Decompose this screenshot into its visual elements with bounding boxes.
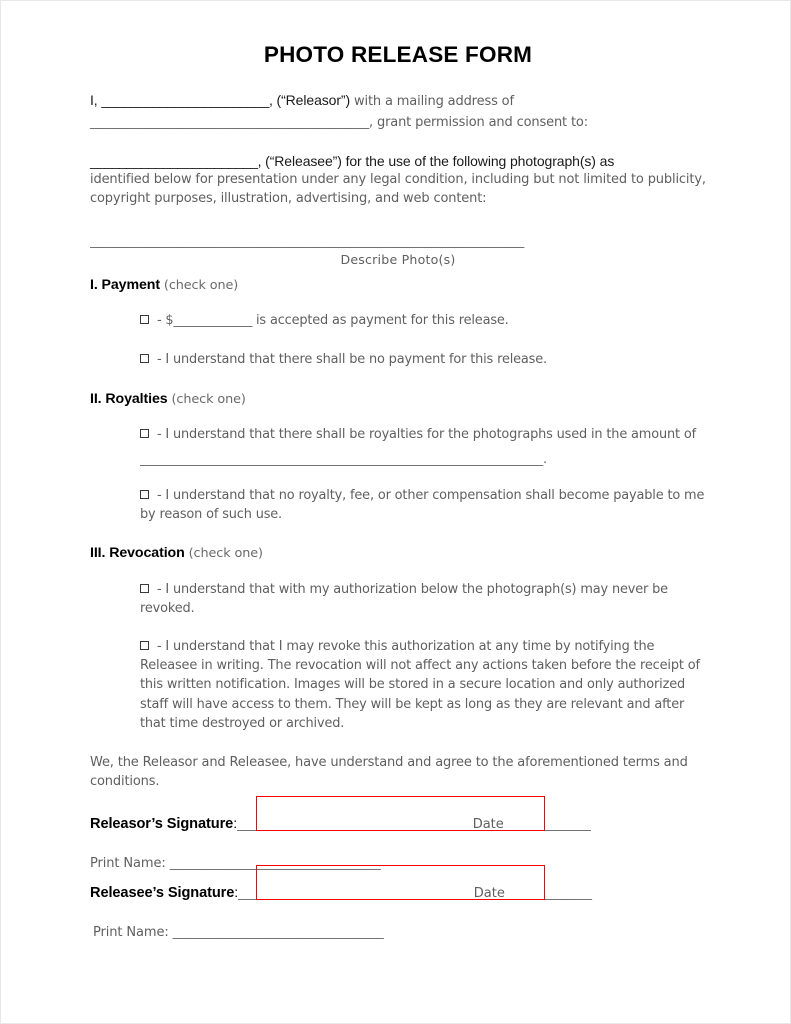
page-title: PHOTO RELEASE FORM (263, 42, 533, 67)
closing-statement: We, the Releasor and Releasee, have understand and agree to the aforementioned terms and conditions. (90, 754, 688, 790)
section-1-spacer (90, 267, 706, 274)
section-3-spacer (90, 525, 706, 542)
intro-grant-permission-text: , grant permission and consent to: (369, 115, 588, 131)
describe-photos-caption: Describe Photo(s) (340, 252, 456, 268)
releasee-date-label: Date (473, 886, 505, 902)
check-item-text: I understand that with my authorization below the photograph(s) may never be revoked. (140, 581, 668, 617)
check-item-lead: - (153, 581, 166, 597)
releasee-date-blank[interactable]: ______________ (504, 886, 592, 902)
checkbox-icon[interactable] (140, 354, 149, 363)
check-item-no-royalties[interactable] (140, 486, 706, 525)
releasor-signature-colon: : (233, 815, 238, 832)
spacer (90, 561, 706, 580)
check-item-text: I understand that there shall be royalties for the photographs used in the amount of (165, 427, 696, 443)
document-content (90, 43, 706, 940)
section-heading-payment (90, 274, 706, 293)
check-item-lead: - (153, 427, 166, 443)
intro-line-4: identified below for presentation under any legal condition, including but not limited to publicity, (90, 171, 706, 187)
check-item-lead: - (153, 488, 166, 503)
releasor-signature-label: Releasor’s Signature (90, 816, 234, 833)
section-1-note: (check one) (159, 278, 239, 294)
releasor-date-blank[interactable]: ______________ (503, 817, 591, 833)
section-2-note: (check one) (167, 392, 246, 408)
releasee-print-name-blank[interactable]: __________________________________ (172, 925, 384, 941)
releasor-signature-rule: ______________________________________ (237, 817, 473, 833)
section-3-number: III. Revocation (90, 544, 185, 561)
intro-line-5: copyright purposes, illustration, advertising, and web content: (90, 190, 487, 206)
checkbox-icon[interactable] (140, 584, 149, 593)
check-item-text: is accepted as payment for this release. (252, 313, 509, 329)
check-item-text: I understand that there shall be no payment for this release. (165, 351, 547, 367)
checkbox-icon[interactable] (140, 315, 149, 324)
section-2-spacer (90, 369, 706, 388)
section-heading-royalties (90, 388, 706, 407)
check-item-lead: - $ (153, 313, 174, 329)
spacer (90, 469, 706, 486)
check-item-lead: - (153, 351, 166, 367)
describe-spacer (90, 208, 706, 234)
intro-line-2 (90, 111, 706, 132)
check-item-lead: - (153, 638, 166, 654)
intro-line-3 (90, 151, 706, 170)
checkbox-icon[interactable] (140, 641, 149, 650)
intro-spacer (90, 133, 706, 151)
section-2-number: II. Royalties (90, 391, 168, 408)
releasee-print-name-row (93, 925, 706, 940)
section-1-number: I. Payment (90, 277, 160, 294)
spacer (90, 619, 706, 637)
checkbox-icon[interactable] (140, 490, 149, 499)
check-item-never-revoked[interactable] (140, 580, 706, 619)
releasee-signature-rule: ______________________________________ (238, 886, 474, 902)
releasee-signature-label: Releasee’s Signature (90, 885, 235, 902)
releasor-print-name-blank[interactable]: __________________________________ (169, 856, 381, 872)
releasee-print-name-label: Print Name: (93, 925, 173, 941)
releasor-name-blank[interactable]: _______________________ (101, 91, 269, 108)
releasor-signature-field[interactable] (256, 796, 545, 831)
check-item-may-revoke[interactable] (140, 637, 706, 734)
check-item-no-payment[interactable] (140, 350, 706, 369)
releasee-signature-row (90, 882, 706, 908)
intro-releasee-label: , (“Releasee”) for the use of the following photograph(s) as (257, 152, 615, 169)
releasor-address-blank[interactable]: _____________________________________________ (90, 115, 370, 131)
check-item-payment-amount[interactable] (140, 311, 706, 330)
check-item-royalties-amount[interactable] (140, 425, 706, 469)
releasor-print-name-label: Print Name: (90, 856, 170, 872)
releasor-signature-row (90, 813, 706, 839)
intro-paragraph (90, 90, 706, 209)
describe-photos-blank[interactable]: ______________________________________________________________________ (90, 234, 525, 250)
spacer (90, 908, 706, 925)
royalty-amount-blank[interactable]: _________________________________________________________________. (140, 451, 547, 467)
checkbox-icon[interactable] (140, 429, 149, 438)
closing-spacer (90, 734, 706, 753)
spacer (90, 331, 706, 350)
check-item-text: I understand that I may revoke this authorization at any time by notifying the Releasee in writing. The revocation will not affect any actions taken before the receipt of this written notification. Images will be stored in a secure location and only authorized staff will have access to them. They will be kept as long as they are relevant and after that time destroyed or archived. (140, 638, 700, 732)
intro-releasor-label: , (“Releasor”) (268, 91, 351, 108)
intro-mailing-address-label: with a mailing address of (350, 93, 514, 109)
spacer (90, 407, 706, 425)
releasee-signature-colon: : (234, 884, 239, 901)
spacer (90, 293, 706, 311)
releasee-signature-field[interactable] (256, 865, 545, 900)
check-item-text: I understand that no royalty, fee, or other compensation shall become payable to me by reason of such use. (140, 488, 705, 523)
releasor-date-label: Date (472, 817, 504, 833)
intro-i-prefix: I, (90, 91, 102, 108)
section-heading-revocation (90, 542, 706, 561)
releasee-name-blank[interactable]: _______________________ (90, 152, 258, 169)
spacer (90, 839, 706, 856)
payment-amount-blank[interactable]: _____________ (173, 313, 253, 329)
intro-line-1 (90, 90, 706, 111)
section-3-note: (check one) (184, 545, 263, 561)
